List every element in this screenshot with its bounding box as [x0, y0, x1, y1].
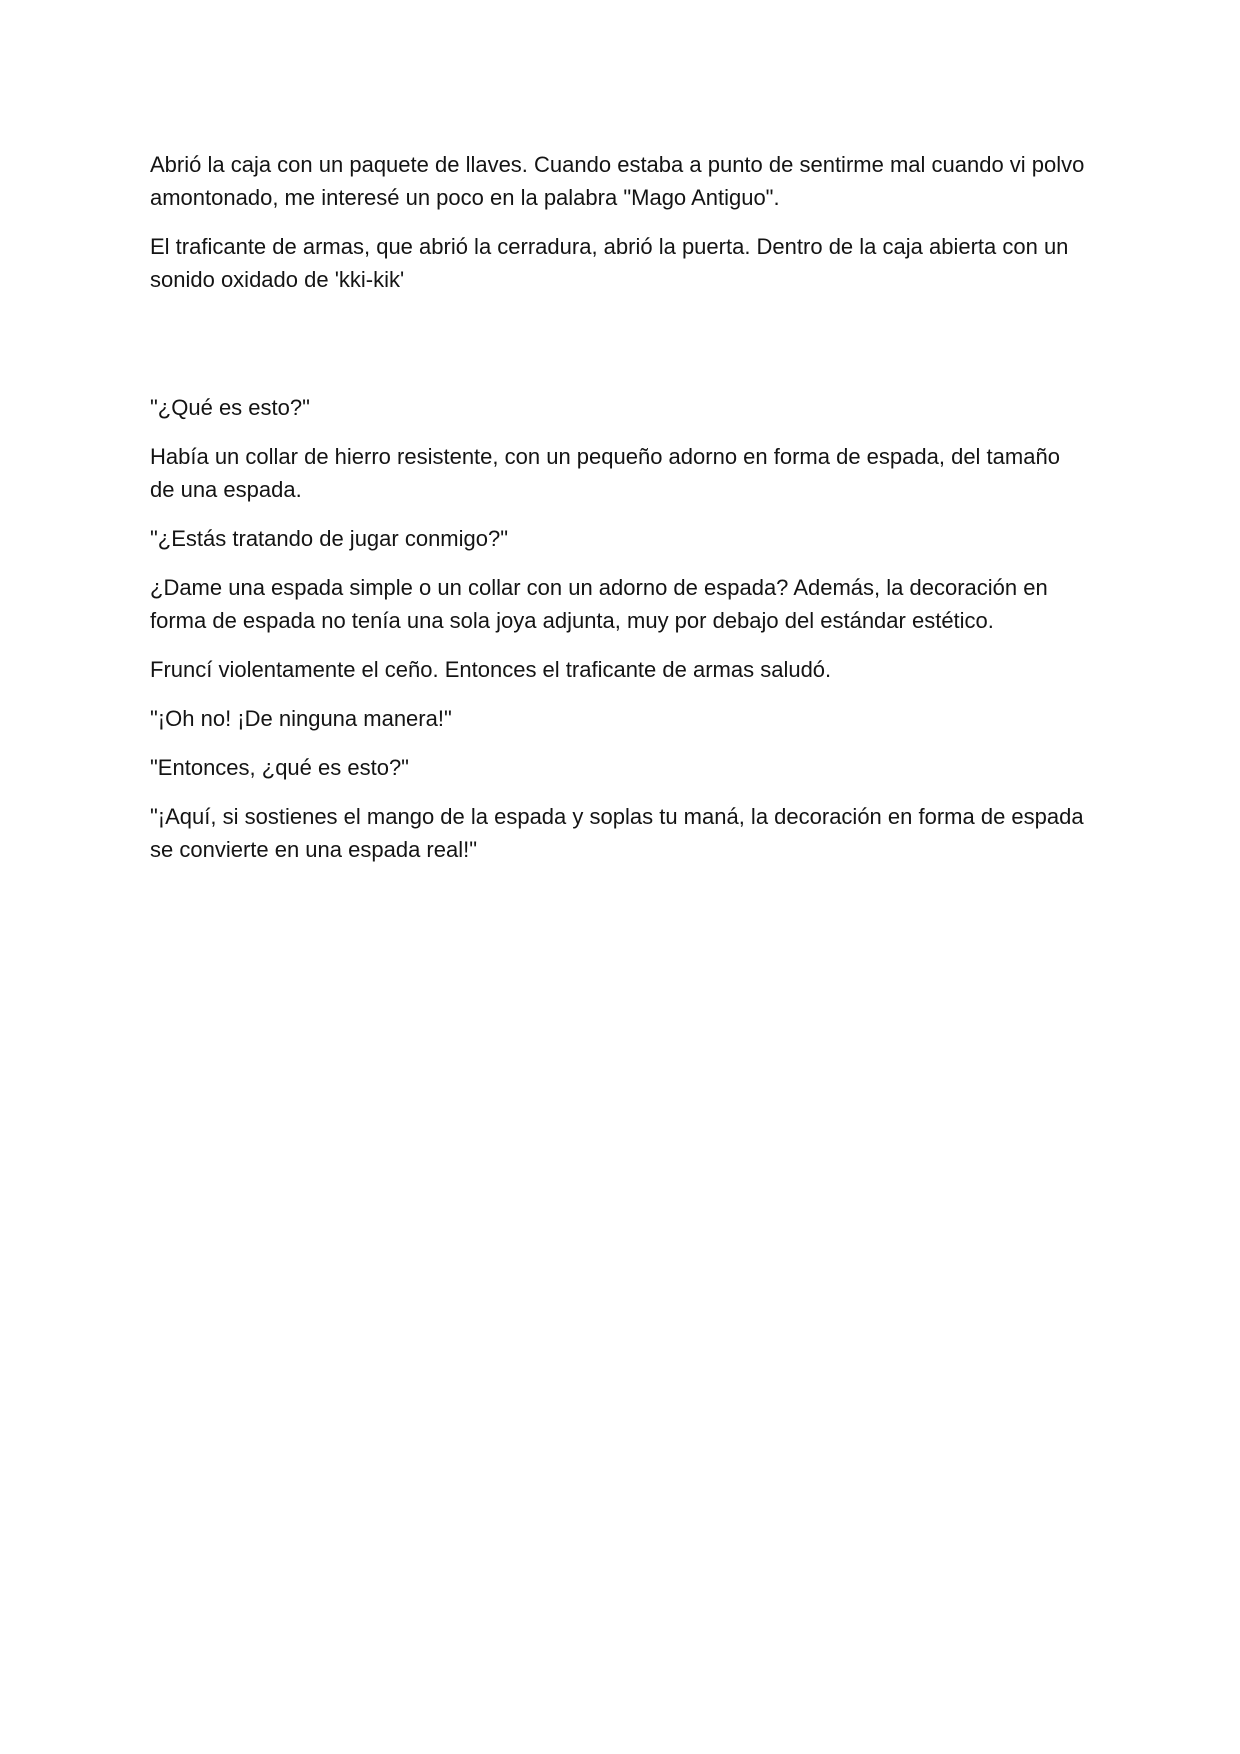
paragraph-6: ¿Dame una espada simple o un collar con un adorno de espada? Además, la decoración en forma de espada no tenía una sola joya adjunta, muy por debajo del estándar estético. [150, 575, 1048, 633]
blank-gap [150, 312, 1090, 391]
paragraph-1: Abrió la caja con un paquete de llaves. Cuando estaba a punto de sentirme mal cuando vi polvo amontonado, me interesé un poco en la palabra "Mago Antiguo". [150, 152, 1085, 210]
paragraph-5: "¿Estás tratando de jugar conmigo?" [150, 526, 509, 551]
paragraph-2: El traficante de armas, que abrió la cerradura, abrió la puerta. Dentro de la caja abierta con un sonido oxidado de 'kki-kik' [150, 234, 1069, 292]
paragraph-9: "Entonces, ¿qué es esto?" [150, 755, 409, 780]
paragraph-7: Fruncí violentamente el ceño. Entonces el traficante de armas saludó. [150, 657, 832, 682]
paragraph-4: Había un collar de hierro resistente, con un pequeño adorno en forma de espada, del tamaño de una espada. [150, 444, 1060, 502]
paragraph-10: "¡Aquí, si sostienes el mango de la espada y soplas tu maná, la decoración en forma de espada se convierte en una espada real!" [150, 804, 1084, 862]
document-body [150, 148, 1090, 882]
paragraph-3: "¿Qué es esto?" [150, 395, 310, 420]
paragraph-8: "¡Oh no! ¡De ninguna manera!" [150, 706, 452, 731]
